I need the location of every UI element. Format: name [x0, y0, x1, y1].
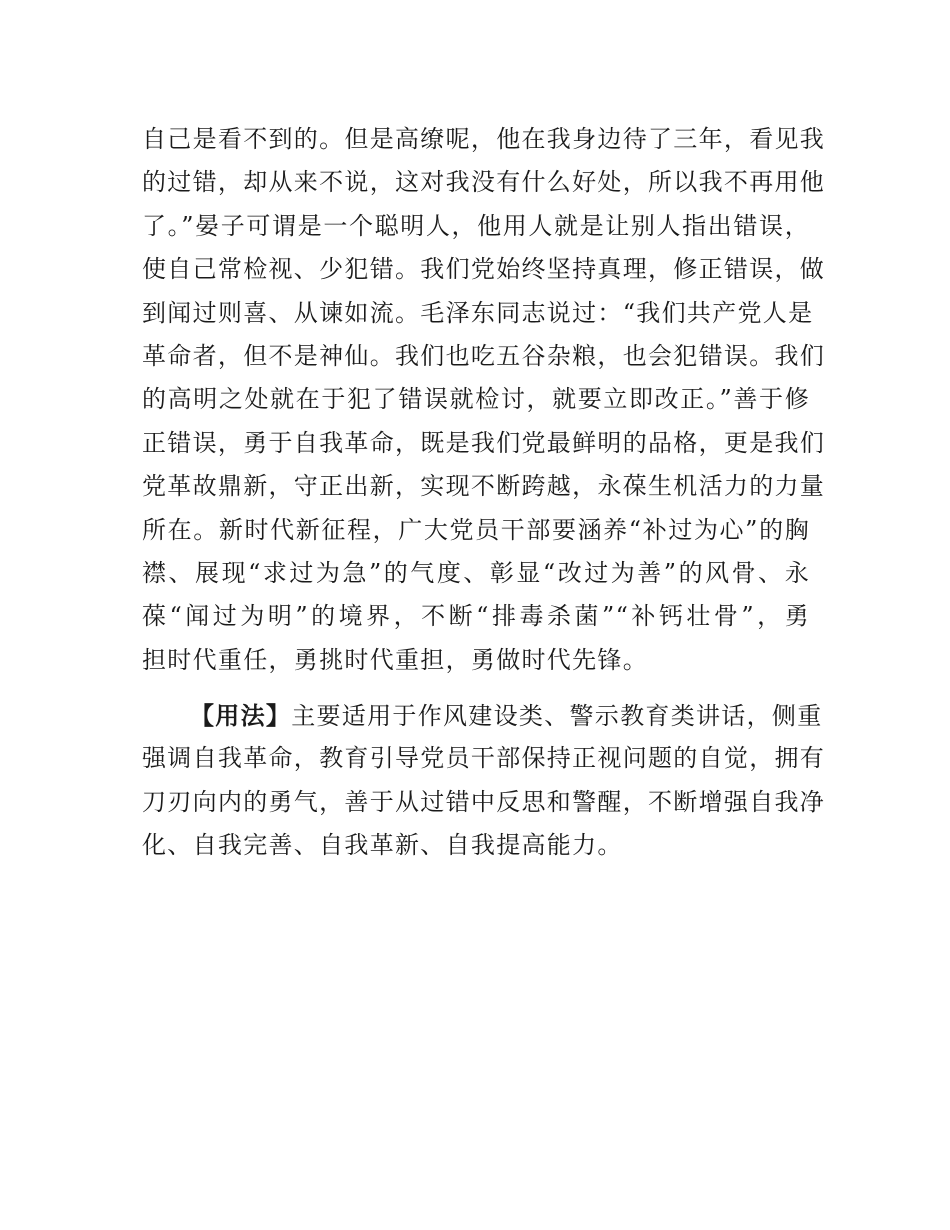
paragraph-line: 自己是看不到的。但是高缭呢，他在我身边待了三年，看见我 — [142, 125, 826, 153]
paragraph-line: 化、自我完善、自我革新、自我提高能力。 — [142, 831, 623, 860]
usage-first-line — [142, 694, 823, 737]
paragraph-line: 了。”晏子可谓是一个聪明人，他用人就是让别人指出错误， — [142, 211, 810, 240]
paragraph-line: 革命者，但不是神仙。我们也吃五谷杂粮，也会犯错误。我们 — [142, 341, 826, 370]
paragraph-line: 襟、展现“求过为急”的气度、彰显“改过为善”的风骨、永 — [142, 558, 810, 587]
paragraph-line: 所在。新时代新征程，广大党员干部要涵养“补过为心”的胸 — [142, 515, 810, 544]
paragraph-line: 的高明之处就在于犯了错误就检讨，就要立即改正。”善于修 — [142, 385, 810, 414]
paragraph-line: 正错误，勇于自我革命，既是我们党最鲜明的品格，更是我们 — [142, 428, 826, 457]
paragraph-line: 党革故鼎新，守正出新，实现不断跨越，永葆生机活力的力量 — [142, 472, 826, 501]
paragraph-line: 强调自我革命，教育引导党员干部保持正视问题的自觉，拥有 — [142, 744, 826, 773]
usage-paragraph — [142, 694, 826, 868]
usage-first-line-text: 主要适用于作风建设类、警示教育类讲话，侧重 — [291, 702, 823, 730]
paragraph-line: 使自己常检视、少犯错。我们党始终坚持真理，修正错误，做 — [142, 255, 826, 284]
paragraph-line: 担时代重任，勇挑时代重担，勇做时代先锋。 — [142, 645, 648, 674]
paragraph-line: 的过错，却从来不说，这对我没有什么好处，所以我不再用他 — [142, 168, 826, 197]
body-paragraph — [142, 118, 826, 682]
paragraph-line: 到闻过则喜、从谏如流。毛泽东同志说过：“我们共产党人是 — [142, 298, 814, 327]
usage-label: 【用法】 — [190, 701, 292, 730]
paragraph-line: 刀刃向内的勇气，善于从过错中反思和警醒，不断增强自我净 — [142, 787, 826, 816]
paragraph-line: 葆“闻过为明”的境界，不断“排毒杀菌”“补钙壮骨”，勇 — [142, 602, 810, 631]
